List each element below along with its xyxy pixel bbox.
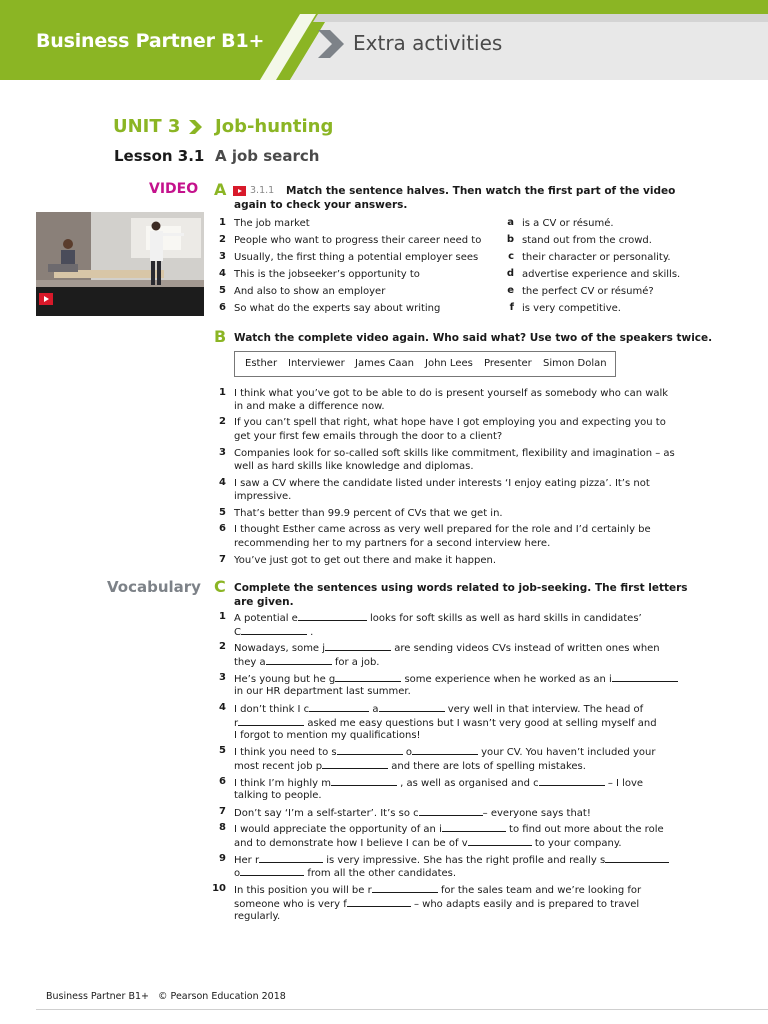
quote-text: That’s better than 99.9 percent of CVs that we get in. bbox=[234, 508, 503, 519]
item-number: 6 bbox=[219, 302, 226, 313]
item-number: 3 bbox=[219, 447, 226, 458]
text-segment: Her r bbox=[234, 855, 260, 866]
vocabulary-label: Vocabulary bbox=[107, 578, 201, 596]
text-segment: Don’t say ‘I’m a self-starter’. It’s so c bbox=[234, 808, 419, 819]
vocab-line bbox=[234, 836, 622, 851]
text-segment: Nowadays, some j bbox=[234, 643, 326, 654]
video-play-icon[interactable] bbox=[233, 186, 246, 196]
text-segment: I don’t think I c bbox=[234, 704, 310, 715]
brand-title: Business Partner B1+ bbox=[36, 30, 265, 52]
speaker-option: Interviewer bbox=[288, 358, 345, 369]
text-segment: A potential e bbox=[234, 613, 298, 624]
match-item-text: This is the jobseeker’s opportunity to bbox=[234, 269, 420, 280]
item-number: 4 bbox=[219, 702, 226, 713]
answer-blank[interactable] bbox=[331, 776, 397, 786]
speaker-option: Presenter bbox=[484, 358, 532, 369]
lesson-title: A job search bbox=[215, 147, 320, 165]
vocab-line bbox=[234, 883, 641, 898]
vocab-line bbox=[234, 655, 380, 670]
vocab-line: in our HR department last summer. bbox=[234, 686, 411, 697]
answer-blank[interactable] bbox=[322, 759, 388, 769]
vocab-line: regularly. bbox=[234, 911, 281, 922]
instruction-a-line1: Match the sentence halves. Then watch the first part of the video bbox=[286, 185, 676, 197]
text-segment: for a job. bbox=[334, 657, 380, 668]
answer-blank[interactable] bbox=[238, 716, 304, 726]
answer-blank[interactable] bbox=[335, 672, 401, 682]
answer-blank[interactable] bbox=[605, 853, 669, 863]
quote-text: recommending her to my partners for a second interview here. bbox=[234, 538, 551, 549]
vocab-line bbox=[234, 641, 660, 656]
text-segment: are sending videos CVs instead of written ones when bbox=[394, 643, 660, 654]
text-segment: from all the other candidates. bbox=[307, 868, 457, 879]
vocab-line bbox=[234, 822, 664, 837]
text-segment: they a bbox=[234, 657, 266, 668]
vocab-line bbox=[234, 745, 656, 760]
speaker-word-box bbox=[234, 351, 616, 377]
text-segment: – who adapts easily and is prepared to travel bbox=[413, 899, 640, 910]
answer-blank[interactable] bbox=[241, 625, 307, 635]
quote-text: well as hard skills like knowledge and diplomas. bbox=[234, 461, 474, 472]
ending-text: is very competitive. bbox=[522, 303, 621, 314]
vocab-line bbox=[234, 702, 643, 717]
answer-blank[interactable] bbox=[325, 641, 391, 651]
vocab-line bbox=[234, 759, 586, 774]
text-segment: , as well as organised and c bbox=[400, 778, 539, 789]
match-item-text: People who want to progress their career need to bbox=[234, 235, 482, 246]
ending-text: stand out from the crowd. bbox=[522, 235, 652, 246]
ending-text: advertise experience and skills. bbox=[522, 269, 681, 280]
text-segment: a bbox=[372, 704, 379, 715]
text-segment: o bbox=[405, 747, 412, 758]
item-number: 6 bbox=[219, 523, 226, 534]
quote-text: get your first few emails through the door to a client? bbox=[234, 431, 503, 442]
item-number: 5 bbox=[219, 745, 226, 756]
item-number: 2 bbox=[219, 416, 226, 427]
item-number: 8 bbox=[219, 822, 226, 833]
text-segment: – I love bbox=[607, 778, 644, 789]
answer-blank[interactable] bbox=[442, 822, 506, 832]
item-number: 1 bbox=[219, 611, 226, 622]
speaker-option: James Caan bbox=[355, 358, 414, 369]
instruction-c-line1: Complete the sentences using words related to job-seeking. The first letters bbox=[234, 582, 688, 594]
track-number: 3.1.1 bbox=[250, 185, 275, 196]
quote-text: You’ve just got to get out there and make it happen. bbox=[234, 555, 496, 566]
item-number: 3 bbox=[219, 251, 226, 262]
match-item-text: And also to show an employer bbox=[234, 286, 386, 297]
text-segment: for the sales team and we’re looking for bbox=[440, 885, 642, 896]
section-letter-c: C bbox=[214, 577, 226, 596]
ending-letter: a bbox=[507, 217, 514, 228]
quote-text: If you can’t spell that right, what hope have I got employing you and expecting you to bbox=[234, 417, 666, 428]
quote-text: I thought Esther came across as very well prepared for the role and I’d certainly be bbox=[234, 524, 651, 535]
quote-text: I think what you’ve got to be able to do is present yourself as somebody who can walk bbox=[234, 388, 669, 399]
vocab-line bbox=[234, 806, 591, 821]
item-number: 1 bbox=[219, 387, 226, 398]
text-segment: your CV. You haven’t included your bbox=[481, 747, 656, 758]
answer-blank[interactable] bbox=[468, 836, 532, 846]
ending-letter: c bbox=[508, 251, 514, 262]
ending-letter: b bbox=[506, 234, 514, 245]
text-segment: and there are lots of spelling mistakes. bbox=[391, 761, 586, 772]
quote-text: I saw a CV where the candidate listed under interests ‘I enjoy eating pizza’. It’s not bbox=[234, 478, 650, 489]
ending-letter: f bbox=[509, 302, 514, 313]
vocab-line bbox=[234, 866, 456, 881]
text-segment: I would appreciate the opportunity of an i bbox=[234, 824, 442, 835]
answer-blank[interactable] bbox=[612, 672, 678, 682]
speaker-option: Esther bbox=[245, 358, 278, 369]
answer-blank[interactable] bbox=[539, 776, 605, 786]
text-segment: someone who is very f bbox=[234, 899, 347, 910]
text-segment: looks for soft skills as well as hard skills in candidates’ bbox=[370, 613, 642, 624]
text-segment: – everyone says that! bbox=[482, 808, 591, 819]
answer-blank[interactable] bbox=[337, 745, 403, 755]
item-number: 4 bbox=[219, 477, 226, 488]
ending-text: their character or personality. bbox=[522, 252, 671, 263]
item-number: 7 bbox=[219, 554, 226, 565]
text-segment: r bbox=[234, 718, 239, 729]
answer-blank[interactable] bbox=[379, 702, 445, 712]
answer-blank[interactable] bbox=[372, 883, 438, 893]
text-segment: most recent job p bbox=[234, 761, 323, 772]
vocab-line bbox=[234, 897, 639, 912]
quote-text: Companies look for so-called soft skills like commitment, flexibility and imagination – as bbox=[234, 448, 675, 459]
vocab-line bbox=[234, 625, 313, 640]
answer-blank[interactable] bbox=[240, 866, 304, 876]
item-number: 2 bbox=[219, 641, 226, 652]
answer-blank[interactable] bbox=[412, 745, 478, 755]
vocab-line: I forgot to mention my qualifications! bbox=[234, 730, 421, 741]
text-segment: He’s young but he g bbox=[234, 674, 336, 685]
section-letter-b: B bbox=[214, 327, 227, 346]
answer-blank[interactable] bbox=[309, 702, 369, 712]
text-segment: and to demonstrate how I believe I can be of v bbox=[234, 838, 468, 849]
item-number: 7 bbox=[219, 806, 226, 817]
text-segment: o bbox=[234, 868, 241, 879]
text-segment: In this position you will be r bbox=[234, 885, 372, 896]
lesson-label: Lesson 3.1 bbox=[114, 147, 205, 165]
speaker-option: John Lees bbox=[425, 358, 473, 369]
video-thumbnail[interactable] bbox=[36, 212, 204, 316]
item-number: 1 bbox=[219, 217, 226, 228]
ending-letter: d bbox=[506, 268, 514, 279]
footer-divider bbox=[36, 1009, 768, 1010]
speaker-option: Simon Dolan bbox=[543, 358, 607, 369]
unit-title: Job-hunting bbox=[215, 116, 334, 137]
text-segment: to find out more about the role bbox=[509, 824, 664, 835]
answer-blank[interactable] bbox=[266, 655, 332, 665]
instruction-b: Watch the complete video again. Who said what? Use two of the speakers twice. bbox=[234, 332, 713, 344]
vocab-line: talking to people. bbox=[234, 790, 322, 801]
unit-label: UNIT 3 bbox=[113, 116, 181, 137]
quote-text: impressive. bbox=[234, 491, 292, 502]
section-title: Extra activities bbox=[353, 31, 503, 55]
text-segment: is very impressive. She has the right profile and really s bbox=[326, 855, 606, 866]
answer-blank[interactable] bbox=[419, 806, 483, 816]
text-segment: to your company. bbox=[534, 838, 622, 849]
match-item-text: So what do the experts say about writing bbox=[234, 303, 441, 314]
text-segment: very well in that interview. The head of bbox=[447, 704, 644, 715]
item-number: 3 bbox=[219, 672, 226, 683]
text-segment: C bbox=[234, 627, 241, 638]
ending-letter: e bbox=[507, 285, 514, 296]
instruction-a-line2: again to check your answers. bbox=[234, 199, 408, 211]
item-number: 10 bbox=[212, 883, 226, 894]
answer-blank[interactable] bbox=[259, 853, 323, 863]
text-segment: asked me easy questions but I wasn’t very good at selling myself and bbox=[307, 718, 657, 729]
instruction-c-line2: are given. bbox=[234, 596, 294, 608]
answer-blank[interactable] bbox=[347, 897, 411, 907]
item-number: 5 bbox=[219, 285, 226, 296]
quote-text: in and make a difference now. bbox=[234, 401, 385, 412]
text-segment: . bbox=[310, 627, 314, 638]
item-number: 9 bbox=[219, 853, 226, 864]
item-number: 4 bbox=[219, 268, 226, 279]
chevron-right-icon bbox=[187, 119, 203, 135]
text-segment: I think you need to s bbox=[234, 747, 337, 758]
match-item-text: Usually, the first thing a potential employer sees bbox=[234, 252, 479, 263]
match-item-text: The job market bbox=[234, 218, 310, 229]
answer-blank[interactable] bbox=[298, 611, 367, 621]
ending-text: is a CV or résumé. bbox=[522, 218, 614, 229]
footer-copyright: Business Partner B1+ © Pearson Education 2018 bbox=[46, 991, 286, 1002]
section-letter-a: A bbox=[214, 180, 227, 199]
item-number: 2 bbox=[219, 234, 226, 245]
vocab-line bbox=[234, 611, 642, 626]
item-number: 5 bbox=[219, 507, 226, 518]
text-segment: some experience when he worked as an i bbox=[404, 674, 612, 685]
video-label: VIDEO bbox=[149, 181, 199, 197]
item-number: 6 bbox=[219, 776, 226, 787]
ending-text: the perfect CV or résumé? bbox=[522, 286, 654, 297]
text-segment: I think I’m highly m bbox=[234, 778, 331, 789]
